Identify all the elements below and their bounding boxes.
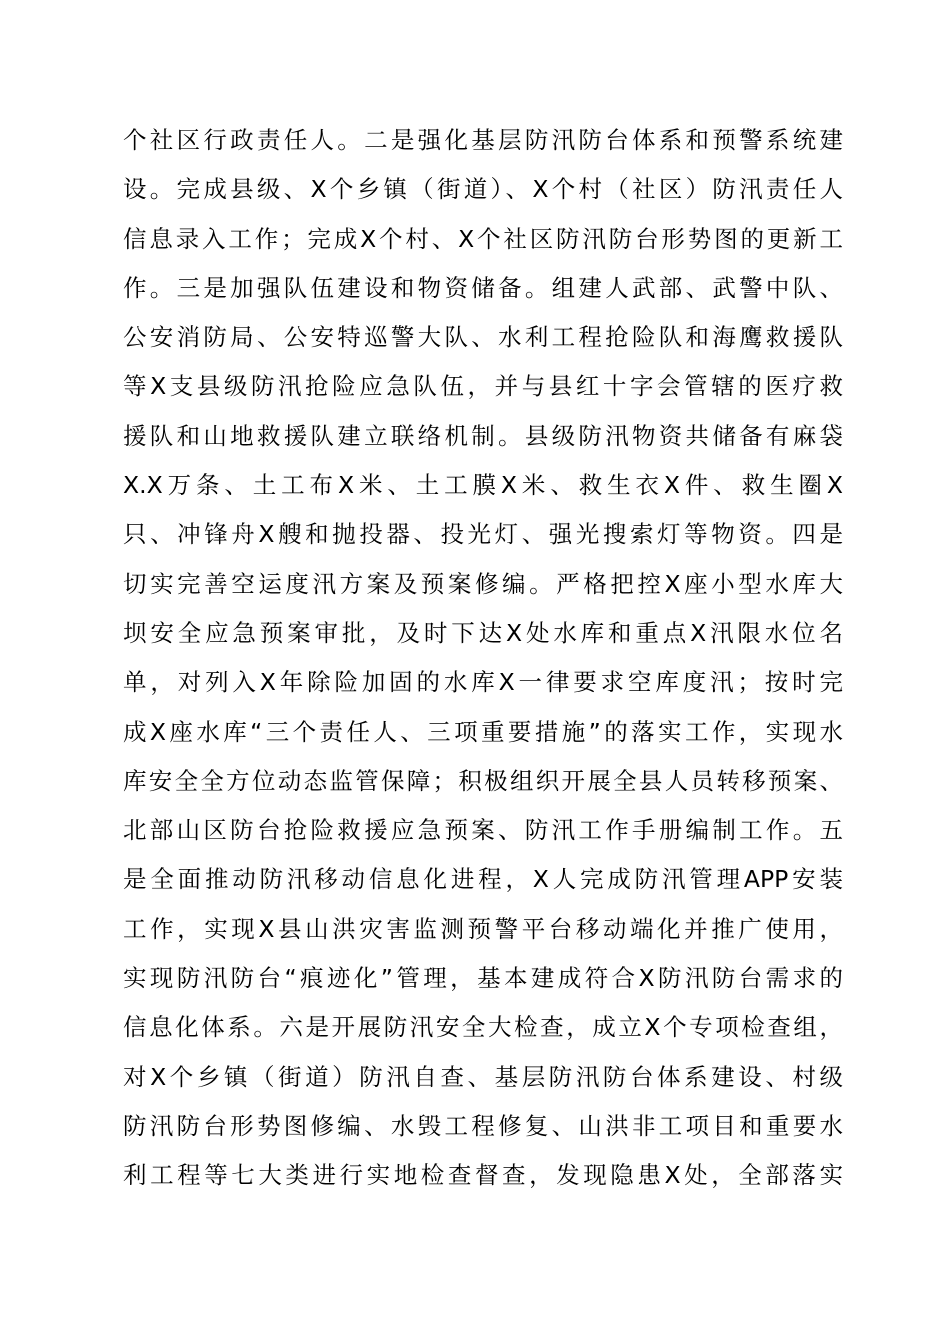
text-line: 设。完成县级、X个乡镇（街道）、X个村（社区）防汛责任人 (123, 175, 843, 204)
text-line: 作。三是加强队伍建设和物资储备。组建人武部、武警中队、 (123, 273, 843, 302)
text-line: 成X座水库“三个责任人、三项重要措施”的落实工作，实现水 (123, 717, 843, 746)
text-line: 公安消防局、公安特巡警大队、水利工程抢险队和海鹰救援队 (123, 323, 843, 352)
text-line: 单，对列入X年除险加固的水库X一律要求空库度汛；按时完 (123, 668, 843, 697)
text-line: 援队和山地救援队建立联络机制。县级防汛物资共储备有麻袋 (123, 421, 843, 450)
text-line: 北部山区防台抢险救援应急预案、防汛工作手册编制工作。五 (123, 816, 843, 845)
text-line: 等X支县级防汛抢险应急队伍，并与县红十字会管辖的医疗救 (123, 372, 843, 401)
text-line: 是全面推动防汛移动信息化进程，X人完成防汛管理APP安装 (123, 865, 843, 894)
text-line: 库安全全方位动态监管保障；积极组织开展全县人员转移预案、 (123, 766, 843, 795)
text-line: 信息录入工作；完成X个村、X个社区防汛防台形势图的更新工 (123, 224, 843, 253)
text-line: 只、冲锋舟X艘和抛投器、投光灯、强光搜索灯等物资。四是 (123, 520, 843, 549)
text-line: 对X个乡镇（街道）防汛自查、基层防汛防台体系建设、村级 (123, 1062, 843, 1091)
text-line: 切实完善空运度汛方案及预案修编。严格把控X座小型水库大 (123, 569, 843, 598)
text-line: X.X万条、土工布X米、土工膜X米、救生衣X件、救生圈X (123, 471, 843, 500)
text-line: 工作，实现X县山洪灾害监测预警平台移动端化并推广使用， (123, 914, 843, 943)
text-line: 防汛防台形势图修编、水毁工程修复、山洪非工项目和重要水 (123, 1111, 843, 1140)
text-line: 个社区行政责任人。二是强化基层防汛防台体系和预警系统建 (123, 126, 843, 154)
text-line: 实现防汛防台“痕迹化”管理，基本建成符合X防汛防台需求的 (123, 964, 843, 993)
text-line: 信息化体系。六是开展防汛安全大检查，成立X个专项检查组， (123, 1013, 843, 1042)
text-line: 利工程等七大类进行实地检查督查，发现隐患X处，全部落实 (123, 1161, 843, 1190)
body-paragraph (123, 116, 843, 1201)
text-line: 坝安全应急预案审批，及时下达X处水库和重点X汛限水位名 (123, 618, 843, 647)
